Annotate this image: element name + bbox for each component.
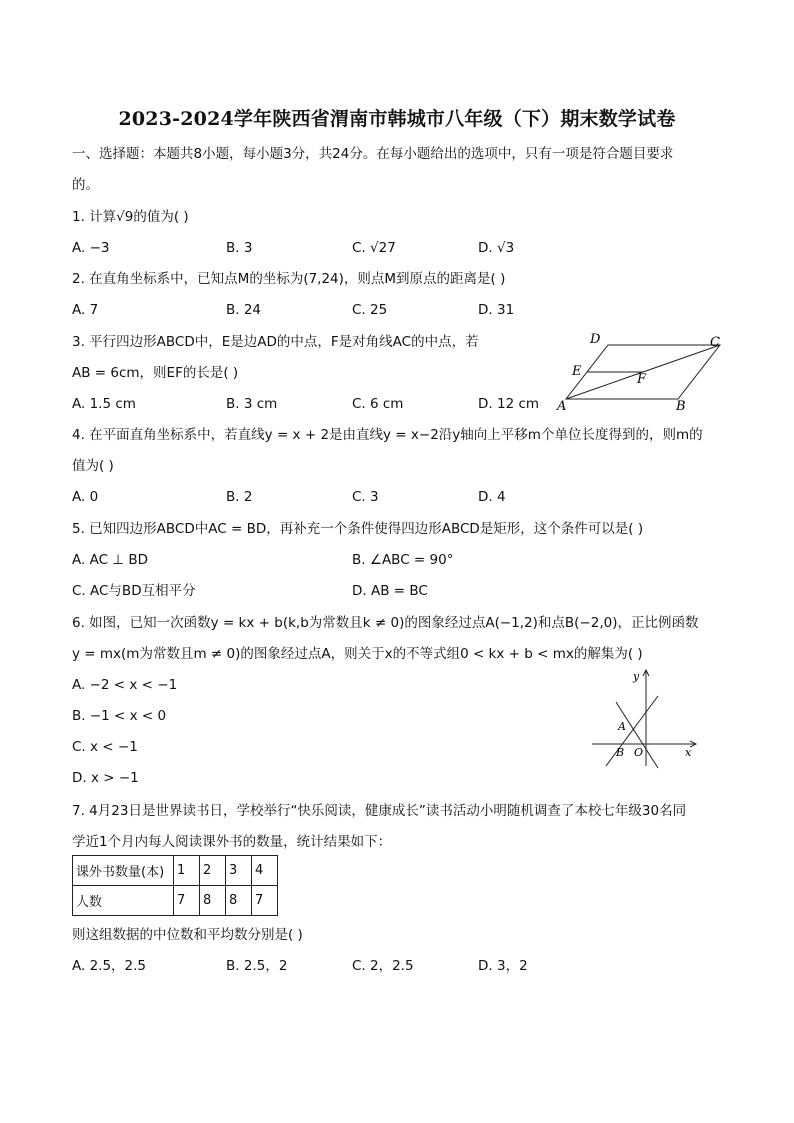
coordinate-graph-figure bbox=[586, 664, 702, 774]
table-cell: 7 bbox=[174, 886, 200, 916]
q6-stem-line2: y = mx(m为常数且m ≠ 0)的图象经过点A，则关于x的不等式组0 < kx + b < mx的解集为( ) bbox=[72, 646, 643, 662]
q7-stem-line1: 7. 4月23日是世界读书日，学校举行“快乐阅读，健康成长”读书活动小明随机调查了本校七年级30名同 bbox=[72, 803, 687, 819]
q2-stem: 2. 在直角坐标系中，已知点M的坐标为(7,24)，则点M到原点的距离是( ) bbox=[72, 271, 506, 287]
book-count-table bbox=[72, 855, 278, 916]
q2-option-d: D. 31 bbox=[478, 302, 515, 318]
page-title: 2023-2024学年陕西省渭南市韩城市八年级（下）期末数学试卷 bbox=[118, 108, 676, 130]
q4-stem-line2: 值为( ) bbox=[72, 458, 114, 474]
q5-option-b: B. ∠ABC = 90° bbox=[352, 552, 454, 568]
q5-option-a: A. AC ⊥ BD bbox=[72, 552, 149, 568]
parallelogram-svg bbox=[552, 330, 732, 414]
q3-stem-line2: AB = 6cm，则EF的长是( ) bbox=[72, 365, 239, 381]
table-cell: 8 bbox=[226, 886, 252, 916]
label-y-axis: y bbox=[633, 670, 640, 683]
label-f: F bbox=[637, 372, 647, 387]
q6-stem-line1: 6. 如图，已知一次函数y = kx + b(k,b为常数且k ≠ 0)的图象经过点A(−1,2)和点B(−2,0)，正比例函数 bbox=[72, 615, 699, 631]
q2-option-c: C. 25 bbox=[352, 302, 388, 318]
q1-stem: 1. 计算√9的值为( ) bbox=[72, 209, 189, 225]
q7-stem-line2: 学近1个月内每人阅读课外书的数量，统计结果如下： bbox=[72, 834, 392, 850]
q2-option-b: B. 24 bbox=[226, 302, 262, 318]
section-heading-line1: 一、选择题：本题共8小题，每小题3分，共24分。在每小题给出的选项中，只有一项是符合题目要求 bbox=[72, 146, 674, 162]
label-origin: O bbox=[634, 746, 644, 759]
q6-option-d: D. x > −1 bbox=[72, 770, 139, 786]
table-row bbox=[73, 886, 278, 916]
label-b: B bbox=[676, 399, 686, 414]
q1-option-b: B. 3 bbox=[226, 240, 253, 256]
q2-option-a: A. 7 bbox=[72, 302, 99, 318]
label-point-b: B bbox=[616, 746, 625, 759]
q4-stem-line1: 4. 在平面直角坐标系中，若直线y = x + 2是由直线y = x−2沿y轴向上平移m个单位长度得到的，则m的 bbox=[72, 427, 703, 443]
q6-option-b: B. −1 < x < 0 bbox=[72, 708, 167, 724]
q5-stem: 5. 已知四边形ABCD中AC = BD，再补充一个条件使得四边形ABCD是矩形，这个条件可以是( ) bbox=[72, 521, 644, 537]
table-cell: 8 bbox=[200, 886, 226, 916]
q3-option-a: A. 1.5 cm bbox=[72, 396, 136, 412]
label-e: E bbox=[572, 364, 582, 379]
q7-stem-line3: 则这组数据的中位数和平均数分别是( ) bbox=[72, 927, 303, 943]
table-cell: 1 bbox=[174, 856, 200, 886]
label-d: D bbox=[590, 332, 601, 347]
q3-option-c: C. 6 cm bbox=[352, 396, 404, 412]
q6-option-a: A. −2 < x < −1 bbox=[72, 677, 178, 693]
q4-option-a: A. 0 bbox=[72, 489, 99, 505]
q5-option-c: C. AC与BD互相平分 bbox=[72, 583, 196, 599]
label-x-axis: x bbox=[685, 746, 692, 759]
q7-option-c: C. 2，2.5 bbox=[352, 958, 414, 974]
table-cell: 4 bbox=[252, 856, 278, 886]
q1-option-a: A. −3 bbox=[72, 240, 110, 256]
q3-option-b: B. 3 cm bbox=[226, 396, 278, 412]
label-point-a: A bbox=[618, 720, 626, 733]
section-heading-line2: 的。 bbox=[72, 177, 99, 193]
q1-option-c: C. √27 bbox=[352, 240, 396, 256]
q1-option-d: D. √3 bbox=[478, 240, 515, 256]
table-cell: 3 bbox=[226, 856, 252, 886]
table-cell: 2 bbox=[200, 856, 226, 886]
q3-stem-line1: 3. 平行四边形ABCD中，E是边AD的中点，F是对角线AC的中点，若 bbox=[72, 334, 479, 350]
q7-option-d: D. 3，2 bbox=[478, 958, 528, 974]
table-cell: 7 bbox=[252, 886, 278, 916]
label-a: A bbox=[557, 399, 567, 414]
q4-option-c: C. 3 bbox=[352, 489, 379, 505]
coordinate-graph-svg bbox=[586, 664, 702, 770]
q5-option-d: D. AB = BC bbox=[352, 583, 428, 599]
table-row bbox=[73, 856, 278, 886]
q4-option-d: D. 4 bbox=[478, 489, 506, 505]
parallelogram-figure bbox=[552, 330, 732, 418]
table-header-cell: 人数 bbox=[73, 886, 174, 916]
q7-option-a: A. 2.5，2.5 bbox=[72, 958, 147, 974]
q7-option-b: B. 2.5，2 bbox=[226, 958, 288, 974]
q4-option-b: B. 2 bbox=[226, 489, 253, 505]
q3-option-d: D. 12 cm bbox=[478, 396, 540, 412]
label-c: C bbox=[710, 335, 720, 350]
q6-option-c: C. x < −1 bbox=[72, 739, 138, 755]
table-header-cell: 课外书数量(本) bbox=[73, 856, 174, 886]
